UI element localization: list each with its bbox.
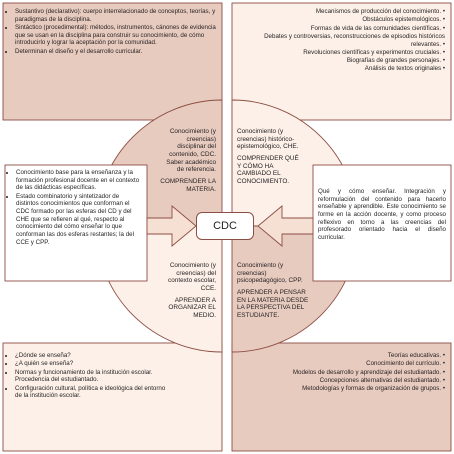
quadrant-goal: APRENDER A PENSAR EN LA MATERIA DESDE LA PERSPECTIVA DEL ESTUDIANTE. (237, 289, 309, 320)
list-item: • Configuración cultural, política e ideológica del entorno de la institución escolar. (15, 385, 168, 400)
side-text-left (9, 169, 143, 247)
list-item: • Sintáctico (procedimental): métodos, instrumentos, cánones de evidencia que se usan en la disciplina para construir su conocimiento, de cómo introducirlo y lograr la aceptación por la comunidad. (15, 24, 216, 47)
list-item: Biografías de grandes personajes. • (238, 57, 445, 65)
corner-list-bottom-right (290, 352, 445, 393)
list-item: • Normas y funcionamiento de la institución escolar. Procedencia del estudiantado. (15, 369, 168, 384)
list-item: Debates y controversias, reconstrucciones de episodios históricos relevantes. • (238, 33, 445, 48)
corner-text-bottom-left (8, 352, 168, 401)
center-label: CDC (213, 220, 237, 232)
list-item: Revoluciones científicas y experimentos cruciales. • (238, 49, 445, 57)
center-label-box (196, 212, 254, 240)
list-item: • Sustantivo (declarativo): cuerpo interrelacionado de conceptos, teorías, y paradigmas de la disciplina. (15, 8, 216, 23)
corner-list-top-right (238, 8, 445, 73)
list-item: • Estado combinatorio y sintetizador de distintos conocimientos que conforman el CDC formado por las esferas del CD y del CHE que se refieren al qué, respecto al conocimiento del cómo enseñar lo que conforman las dos esferas restantes; la del CCE y CPP. (16, 193, 143, 247)
corner-text-bottom-right (290, 352, 445, 393)
quadrant-text-top-right (237, 128, 299, 186)
list-item: Conocimiento del currículo. • (290, 360, 445, 368)
list-item: • ¿Dónde se enseña? (15, 352, 168, 360)
quadrant-description: Conocimiento (y creencias) psicopedagógico, CPP. (237, 262, 303, 285)
list-item: Mecanismos de producción del conocimiento. • (238, 8, 445, 16)
list-item: Concepciones alternativas del estudiantado. • (290, 377, 445, 385)
quadrant-goal: APRENDER A ORGANIZAR EL MEDIO. (168, 296, 216, 320)
list-item: Teorías educativas. • (290, 352, 445, 360)
list-item: • Determinan el diseño y el desarrollo curricular. (15, 48, 216, 56)
corner-list-top-left (8, 8, 216, 55)
quadrant-text-top-left (158, 128, 216, 194)
quadrant-description: Conocimiento (y creencias) histórico-epistemológico, CHE. (237, 128, 299, 151)
side-text-right (318, 188, 446, 242)
quadrant-description: Conocimiento (y creencias) disciplinar del contenido, CDC. Saber académico de referencia. (166, 128, 216, 174)
quadrant-description: Conocimiento (y creencias) del contexto escolar, CCE. (168, 262, 216, 293)
list-item: Análisis de textos originales • (238, 65, 445, 73)
list-item: Metodologías y formas de organización de grupos. • (290, 385, 445, 393)
quadrant-text-bottom-right (237, 262, 313, 320)
corner-text-top-right (238, 8, 445, 74)
list-item: • ¿A quién se enseña? (15, 360, 168, 368)
quadrant-goal: COMPRENDER LA MATERIA. (160, 178, 216, 193)
list-item: • Conocimiento base para la enseñanza y la formación profesional docente en el contexto de las didácticas específicas. (16, 169, 143, 192)
list-item: Obstáculos epistemológicos. • (238, 16, 445, 24)
side-paragraph-right: Qué y cómo enseñar. Integración y reformulación del contenido para hacerlo enseñable y aprendible. Este conocimiento se forme en la acción docente, y como proceso reflexivo en torno a las creencias del profesorado orientado hacia el diseño curricular. (318, 188, 446, 242)
list-item: Modelos de desarrollo y aprendizaje del estudiantado. • (290, 369, 445, 377)
quadrant-text-bottom-left (158, 262, 216, 320)
quadrant-goal: COMPRENDER QUÉ Y CÓMO HA CAMBIADO EL CONOCIMIENTO. (237, 155, 299, 186)
corner-list-bottom-left (8, 352, 168, 400)
corner-text-top-left (8, 8, 216, 56)
side-list-left (9, 169, 143, 246)
list-item: Formas de vida de las comunidades científicas. • (238, 25, 445, 33)
